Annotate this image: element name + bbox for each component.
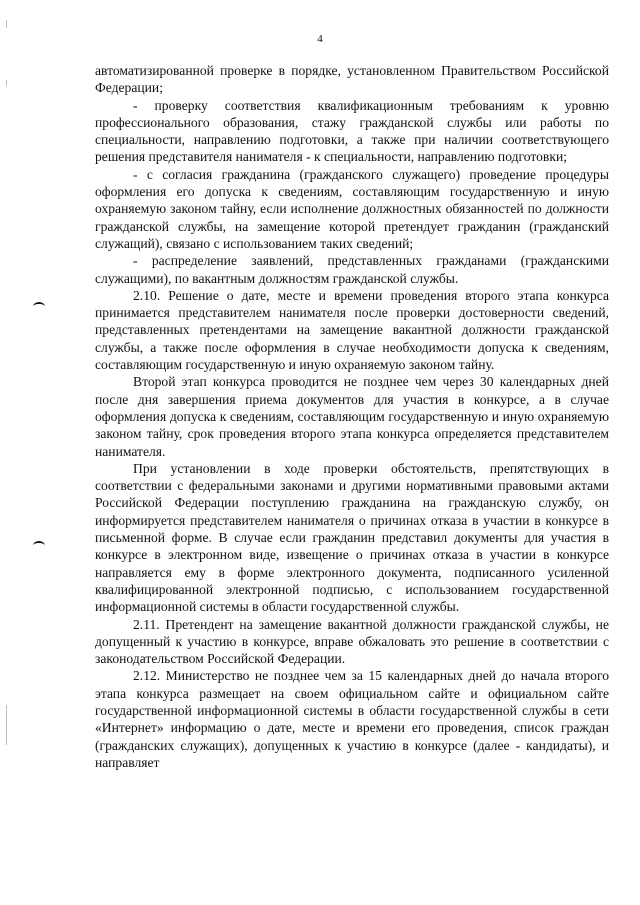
paragraph-second-stage-timing: Второй этап конкурса проводится не позднее чем через 30 календарных дней после дня завершения приема документов для участия в конкурсе, а в случае оформления допуска к сведениям, составляющим государственную и иную охраняемую законом тайну, срок проведения второго этапа конкурса определяется представителем нанимателя.	[95, 374, 609, 459]
document-body	[95, 62, 609, 771]
paragraph-security-clearance: - с согласия гражданина (гражданского служащего) проведение процедуры оформления его допуска к сведениям, составляющим государственную и иную охраняемую законом тайну, если исполнение должностных обязанностей по должности гражданской службы, на замещение которой претендует гражданин (гражданский служащий), связано с использованием таких сведений;	[95, 166, 609, 251]
paragraph-continuation: автоматизированной проверке в порядке, установленном Правительством Российской Федерации;	[95, 63, 609, 96]
paragraph-qualification-check: - проверку соответствия квалификационным требованиям к уровню профессионального образования, стажу гражданской службы или работы по специальности, направлению подготовки, а также при наличии соответствующего решения представителя нанимателя - к специальности, направлению подготовки;	[95, 97, 609, 165]
paragraph-application-distribution: - распределение заявлений, представленных гражданами (гражданскими служащими), по вакантным должностям гражданской службы.	[95, 253, 609, 286]
paragraph-2-12: 2.12. Министерство не позднее чем за 15 календарных дней до начала второго этапа конкурса размещает на своем официальном сайте и официальном сайте государственной информационной системы в области государственной службы в сети «Интернет» информацию о дате, месте и времени его проведения, список граждан (гражданских служащих), допущенных к участию в конкурсе (далее - кандидаты), и направляет	[95, 668, 609, 770]
scan-edge-mark	[6, 20, 7, 28]
hole-punch-mark	[33, 302, 45, 311]
scan-edge-mark	[6, 80, 7, 86]
page-number: 4	[317, 33, 323, 45]
hole-punch-mark	[33, 541, 45, 550]
paragraph-2-10: 2.10. Решение о дате, месте и времени проведения второго этапа конкурса принимается представителем нанимателя после проверки достоверности сведений, представленных претендентами на замещение вакантной должности гражданской службы, а также после оформления в случае необходимости допуска к сведениям, составляющим государственную и иную охраняемую законом тайну.	[95, 287, 609, 373]
paragraph-refusal-notice: При установлении в ходе проверки обстоятельств, препятствующих в соответствии с федеральными законами и другими нормативными правовыми актами Российской Федерации поступлению гражданина на гражданскую службу, он информируется представителем нанимателя о причинах отказа в участии в конкурсе в письменной форме. В случае если гражданин представил документы для участия в конкурсе в электронном виде, извещение о причинах отказа в участии в конкурсе направляется ему в форме электронного документа, подписанного усиленной квалифицированной электронной подписью, с использованием государственной информационной системы в области государственной службы.	[95, 460, 609, 615]
scan-edge-mark	[6, 705, 7, 745]
paragraph-2-11: 2.11. Претендент на замещение вакантной должности гражданской службы, не допущенный к участию в конкурсе, вправе обжаловать это решение в соответствии с законодательством Российской Федерации.	[95, 616, 609, 667]
